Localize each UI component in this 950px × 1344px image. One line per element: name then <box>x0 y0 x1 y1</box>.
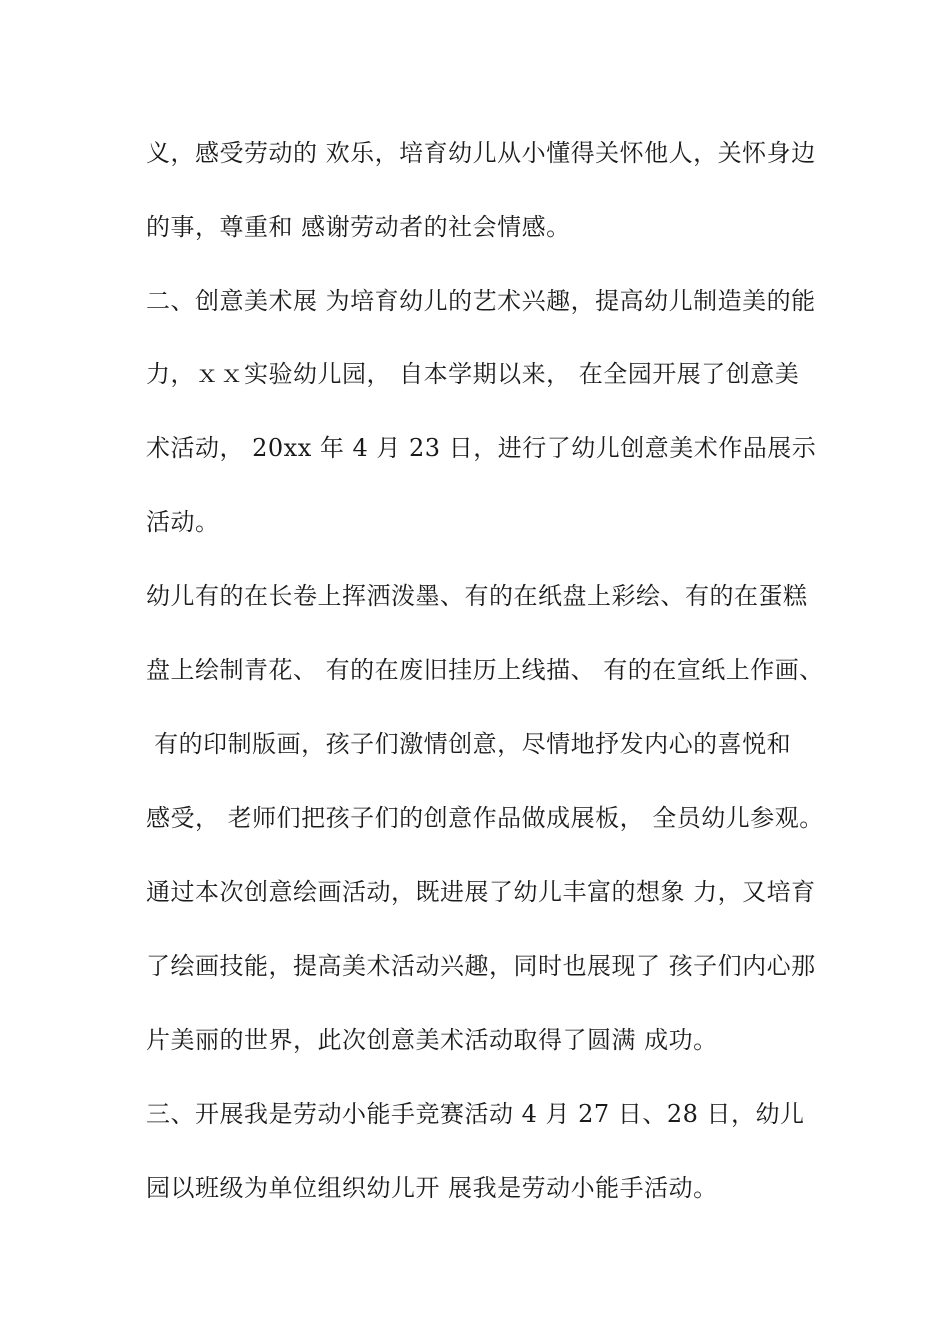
text-line-11: 通过本次创意绘画活动，既进展了幼儿丰富的想象 力，又培育 <box>146 878 816 906</box>
text-line-3: 二、创意美术展 为培育幼儿的艺术兴趣，提高幼儿制造美的能 <box>146 287 816 315</box>
text-line-8: 盘上绘制青花、 有的在废旧挂历上线描、 有的在宣纸上作画、 <box>146 656 824 684</box>
text-line-6: 活动。 <box>146 508 220 536</box>
text-line-2: 的事，尊重和 感谢劳动者的社会情感。 <box>146 213 571 241</box>
text-line-15: 园以班级为单位组织幼儿开 展我是劳动小能手活动。 <box>146 1174 718 1202</box>
text-line-12: 了绘画技能，提高美术活动兴趣，同时也展现了 孩子们内心那 <box>146 952 816 980</box>
text-line-7: 幼儿有的在长卷上挥洒泼墨、有的在纸盘上彩绘、有的在蛋糕 <box>146 582 808 610</box>
text-line-4: 力，ｘｘ实验幼儿园， 自本学期以来， 在全园开展了创意美 <box>146 360 800 388</box>
text-line-10: 感受， 老师们把孩子们的创意作品做成展板， 全员幼儿参观。 <box>146 804 824 832</box>
text-line-14: 三、开展我是劳动小能手竞赛活动 4 月 27 日、28 日，幼儿 <box>146 1100 805 1128</box>
text-line-5: 术活动， 20xx 年 4 月 23 日，进行了幼儿创意美术作品展示 <box>146 434 817 462</box>
text-line-1: 义，感受劳动的 欢乐，培育幼儿从小懂得关怀他人，关怀身边 <box>146 139 816 167</box>
text-line-9: 有的印制版画，孩子们激情创意，尽情地抒发内心的喜悦和 <box>146 730 792 758</box>
text-line-13: 片美丽的世界，此次创意美术活动取得了圆满 成功。 <box>146 1026 718 1054</box>
